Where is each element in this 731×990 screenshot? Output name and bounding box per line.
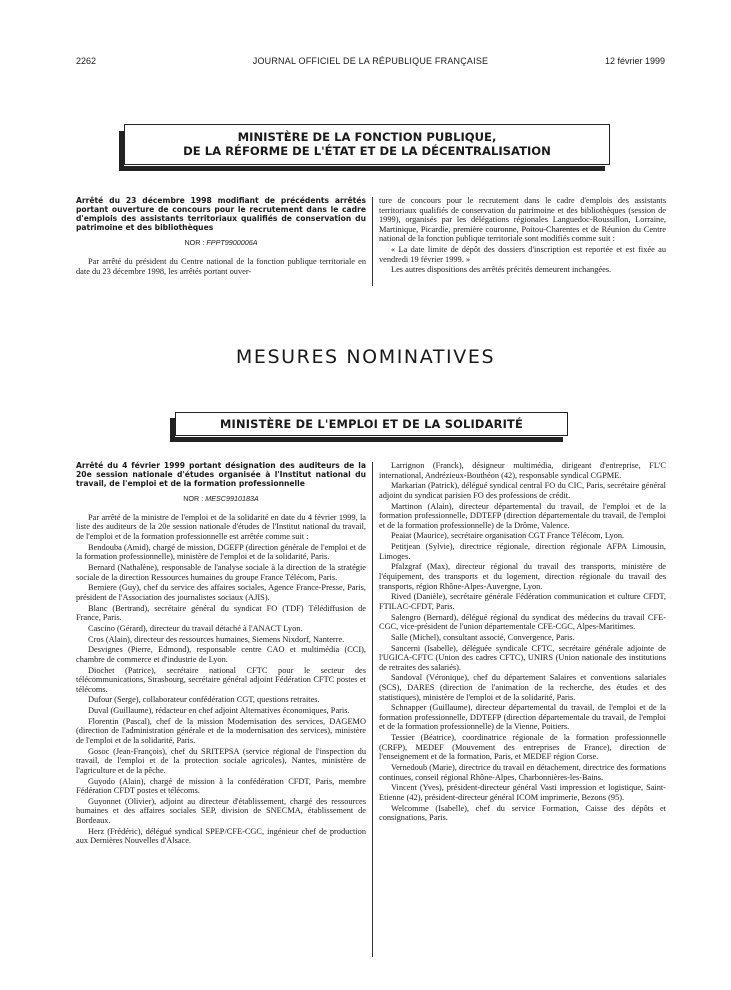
paragraph: ture de concours pour le recrutement dans le cadre d'emplois des assistants territoriaux qualifiés de conservation du patrimoine et des bibliothèques (session de 1999), organisés par les délégations régionales Languedoc-Roussillon, Lorraine, Martinique, Picardie, première couronne, Poitou-Charentes et de Réunion du Centre national de la fonction publique territoriale sont modifiés comme suit :: [379, 196, 666, 244]
page-number: 2262: [76, 56, 97, 66]
list-item: Florentin (Pascal), chef de la mission Modernisation des services, DAGEMO (direction de l'administration générale et de la modernisation des services), ministère de l'emploi et de la solidarité, Paris.: [76, 716, 366, 745]
nor-code: FPPT9900006A: [206, 238, 258, 248]
paragraph: Par arrêté du président du Centre national de la fonction publique territoriale en date du 23 décembre 1998, les arrêtés portant ouver-: [76, 256, 366, 276]
list-item: Schnapper (Guillaume), directeur départemental du travail, de l'emploi et de la formation professionnelle, DDTEFP (direction départementale du travail, de l'emploi et de la formation professionnelle) de la Vienne, Poitiers.: [379, 703, 666, 732]
list-item: Peaiat (Maurice), secrétaire organisation CGT France Télécom, Lyon.: [391, 531, 625, 541]
list-item: Blanc (Bertrand), secrétaire général du syndicat FO (TDF) Télédiffusion de France, Paris.: [76, 603, 366, 623]
list-item: Pfalzgraf (Max), directeur régional du travail des transports, ministère de l'équipement, des transports et du logement, direction régionale du travail des transports, région Rhône-Alpes-Auvergne, Lyon.: [379, 562, 666, 591]
issue-date: 12 février 1999: [604, 56, 665, 66]
paragraph: Les autres dispositions des arrêtés précités demeurent inchangées.: [391, 265, 612, 275]
ministry-title-line1: MINISTÈRE DE LA FONCTION PUBLIQUE,: [237, 130, 497, 144]
mesures-nominatives-heading: MESURES NOMINATIVES: [235, 346, 496, 368]
list-item: Duval (Guillaume), rédacteur en chef adjoint Alternatives économiques, Paris.: [88, 706, 350, 716]
journal-title: JOURNAL OFFICIEL DE LA RÉPUBLIQUE FRANÇAISE: [252, 56, 489, 66]
column-divider: [372, 197, 373, 286]
list-item: Berniere (Guy), chef du service des affaires sociales, Agence France-Presse, Paris, président de l'Association des journalistes sociaux (AJIS).: [76, 583, 366, 602]
running-header: [76, 56, 665, 70]
list-item: Sancerni (Isabelle), déléguée syndicale CFTC, secrétaire générale adjointe de l'UGICA-CFTC (Union des cadres CFTC), UNIRS (Union nationale des institutions de retraites des salariés).: [379, 643, 666, 672]
section2-right-column: [379, 461, 666, 824]
paragraph: « La date limite de dépôt des dossiers d'inscription est reportée et est fixée au vendredi 19 février 1999. »: [379, 245, 666, 264]
nor-reference: [76, 238, 366, 248]
ministry-box-fonction-publique: [124, 124, 610, 165]
list-item: Desvignes (Pierre, Edmond), responsable centre CAO et multimédia (CCI), chambre de commerce et d'industrie de Lyon.: [76, 645, 366, 664]
list-item: Salengro (Bernard), délégué régional du syndicat des médecins du travail CFE-CGC, vice-président de l'union départementale CFE-CGC, Alpes-Maritimes.: [379, 612, 666, 632]
ministry-box-emploi-solidarite: [175, 412, 568, 436]
section1-left-column: [76, 196, 366, 277]
nor-reference: [76, 494, 366, 504]
nor-code: MESC9910183A: [205, 494, 259, 504]
column-divider: [372, 462, 373, 957]
list-item: Markarian (Patrick), délégué syndical central FO du CIC, Paris, secrétaire général adjoint du syndicat parisien FO des professions de crédit.: [379, 481, 666, 500]
arrete-title: Arrêté du 4 février 1999 portant désignation des auditeurs de la 20e session nationale d'études organisée à l'Institut national du travail, de l'emploi et de la formation professionnelle: [76, 461, 366, 489]
list-item: Dufour (Serge), collaborateur confédération CGT, questions retraites.: [88, 695, 320, 705]
nor-label: NOR :: [183, 494, 204, 504]
list-item: Gosoc (Jean-François), chef du SRITEPSA (service régional de l'inspection du travail, de l'emploi et de la protection sociale agricoles), Nantes, ministère de l'agriculture et de la pêche.: [76, 746, 366, 775]
list-item: Salle (Michel), consultant associé, Convergence, Paris.: [391, 632, 575, 642]
list-item: Rived (Danièle), secrétaire générale Fédération communication et culture CFDT, FTILAC-CFDT, Paris.: [379, 592, 666, 611]
list-item: Diochet (Patrice), secrétaire national CFTC pour le secteur des télécommunications, Strasbourg, secrétaire général adjoint Fédération CFTC postes et télécoms.: [76, 665, 366, 694]
intro-paragraph: Par arrêté de la ministre de l'emploi et de la solidarité en date du 4 février 1999, la liste des auditeurs de la 20e session nationale d'études de l'Institut national du travail, de l'emploi et de la formation professionnelle est arrêtée comme suit :: [76, 512, 366, 542]
list-item: Cascino (Gérard), directeur du travail détaché à l'ANACT Lyon.: [88, 623, 303, 633]
list-item: Herz (Frédéric), délégué syndical SPEP/CFE-CGC, ingénieur chef de production aux Dernières Nouvelles d'Alsace.: [76, 826, 366, 846]
list-item: Welcomme (Isabelle), chef du service Formation, Caisse des dépôts et consignations, Paris.: [379, 803, 666, 823]
list-item: Sandoval (Véronique), chef du département Salaires et conventions salariales (SCS), DARES (direction de l'animation de la recherche, des études et des statistiques), ministère de l'emploi et de la solidarité, Paris.: [379, 673, 666, 702]
list-item: Guyodo (Alain), chargé de mission à la confédération CFDT, Paris, membre Fédération CFDT postes et télécoms.: [76, 776, 366, 796]
box-shadow: [119, 166, 605, 171]
list-item: Petitjean (Sylvie), directrice régionale, direction régionale AFPA Limousin, Limoges.: [379, 542, 666, 561]
list-item: Vernedoub (Marie), directrice du travail en détachement, directrice des formations continues, conseil régional Rhône-Alpes, Charbonnières-les-Bains.: [379, 763, 666, 782]
nor-label: NOR :: [184, 238, 205, 248]
arrete-title: Arrêté du 23 décembre 1998 modifiant de précédents arrêtés portant ouverture de concours pour le recrutement dans le cadre d'emplois des assistants territoriaux qualifiés de conservation du patrimoine et des bibliothèques: [76, 196, 366, 233]
box-shadow: [170, 437, 563, 442]
list-item: Bendouba (Amid), chargé de mission, DGEFP (direction générale de l'emploi et de la formation professionnelle), ministère de l'emploi et de la solidarité, Paris.: [76, 542, 366, 562]
ministry-title: MINISTÈRE DE L'EMPLOI ET DE LA SOLIDARITÉ: [220, 417, 523, 431]
list-item: Larrignon (Franck), désigneur multimédia, dirigeant d'entreprise, FL'C international, Andrézieux-Bouthéon (42), responsable syndical CGPME.: [379, 461, 666, 480]
section1-right-column: [379, 196, 666, 276]
list-item: Martinon (Alain), directeur départemental du travail, de l'emploi et de la formation professionnelle, DDTEFP (direction départementale du travail, de l'emploi et de la formation professionnelle) de la Drôme, Valence.: [379, 501, 666, 530]
list-item: Cros (Alain), directeur des ressources humaines, Siemens Nixdorf, Nanterre.: [88, 634, 345, 644]
list-item: Tessier (Béatrice), coordinatrice régionale de la formation professionnelle (CRFP), MEDEF (Mouvement des entreprises de France), direction de l'enseignement et de la formation, Paris, et MEDEF région Corse.: [379, 733, 666, 762]
section2-left-column: [76, 461, 366, 847]
list-item: Bernard (Nathalène), responsable de l'analyse sociale à la direction de la stratégie sociale de la direction Ressources humaines du groupe France Télécom, Paris.: [76, 563, 366, 582]
ministry-title-line2: DE LA RÉFORME DE L'ÉTAT ET DE LA DÉCENTRALISATION: [183, 144, 551, 158]
list-item: Guyonnet (Olivier), adjoint au directeur d'établissement, chargé des ressources humaines et des affaires sociales SEP, division de SNECMA, établissement de Bordeaux.: [76, 796, 366, 825]
box-shadow: [119, 131, 124, 171]
list-item: Vincent (Yves), président-directeur général Vasti impression et logistique, Saint-Etienne (42), président-directeur général ICOM imprimerie, Bezons (95).: [379, 783, 666, 802]
